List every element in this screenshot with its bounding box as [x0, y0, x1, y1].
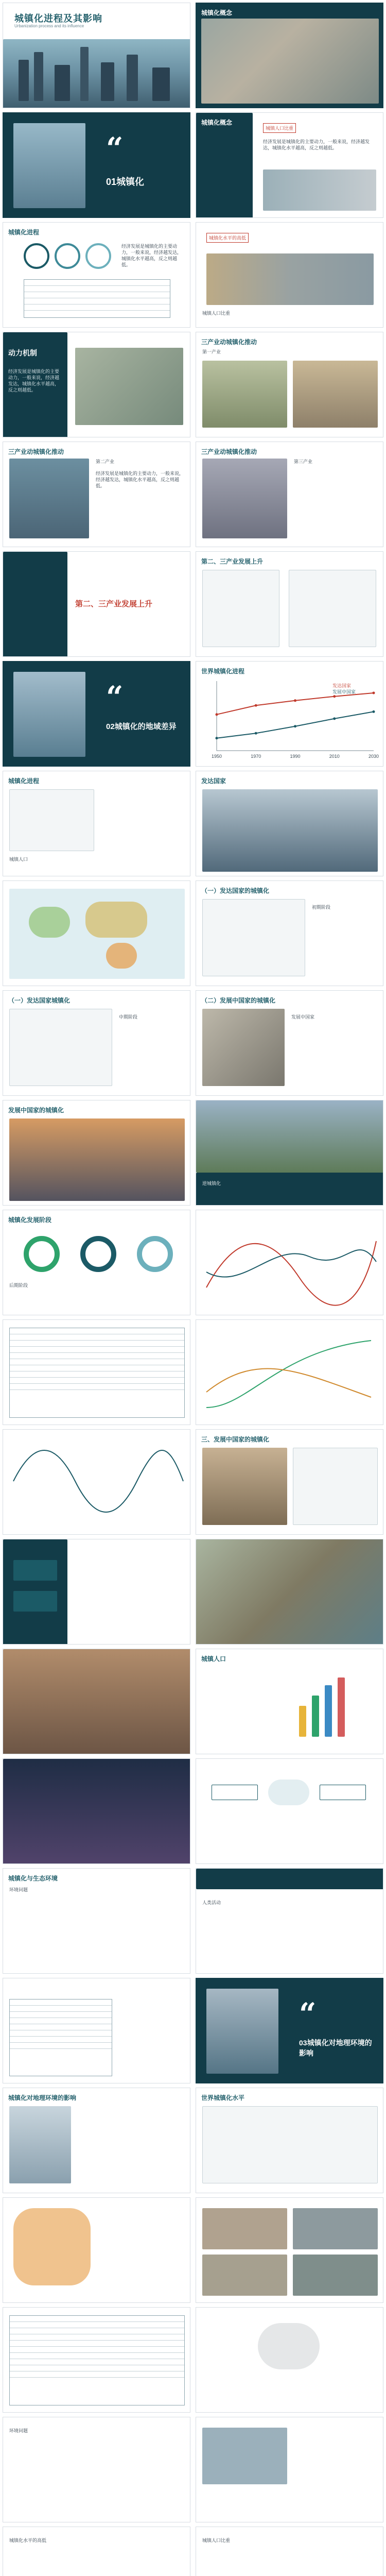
data-point — [333, 717, 336, 720]
slide-title: 三产业动城镇化推动 — [201, 338, 257, 346]
data-point — [255, 704, 257, 707]
slide-eco[interactable] — [3, 1868, 190, 1974]
slide-eco-table[interactable] — [3, 1978, 190, 2083]
comparison-table — [9, 2315, 185, 2405]
slide-concept[interactable] — [196, 112, 383, 218]
suburb-photo — [196, 1100, 383, 1173]
slide-industry-banner[interactable] — [3, 551, 190, 657]
series-line — [217, 711, 374, 738]
slide-section-02[interactable] — [3, 661, 190, 767]
text-panel — [202, 2106, 378, 2183]
slide-industry-2[interactable] — [3, 442, 190, 547]
slide-cover[interactable] — [3, 3, 190, 108]
stages-text: 后期阶段 — [9, 1283, 28, 1288]
data-point — [333, 695, 336, 698]
slide-process-2[interactable] — [3, 771, 190, 876]
highlight-box: 城镇化水平的高低 — [206, 233, 249, 243]
data-point — [373, 691, 375, 694]
legend-entry: 发展中国家 — [332, 689, 356, 694]
eco-text: 人类活动 — [202, 1900, 221, 1905]
slide-title: 城镇化进程 — [8, 777, 40, 785]
ring-chart — [137, 1236, 173, 1272]
mall-photo — [202, 459, 287, 538]
city-photo — [263, 170, 376, 211]
data-point — [216, 737, 218, 739]
flow-box — [320, 1785, 366, 1800]
slide-title: 三产业动城镇化推动 — [8, 448, 64, 455]
x-tick-label: 1990 — [290, 754, 301, 759]
data-point — [255, 732, 257, 735]
tertiary-label: 第三产业 — [294, 459, 313, 464]
x-tick-label: 2010 — [329, 754, 340, 759]
point-text: 初期阶段 — [312, 905, 331, 910]
legend-entry: 发达国家 — [332, 683, 352, 688]
industry-photo — [75, 348, 183, 425]
building-shape — [34, 52, 43, 101]
map-shape — [13, 2208, 91, 2285]
mechanism-text: 经济发展是城镇化的主要动力，一般来说，经济越发达，城镇化水平越高，反之则越低。 — [8, 369, 60, 393]
bar — [338, 1677, 345, 1737]
diagram-panel — [289, 570, 376, 647]
side-panel — [196, 113, 253, 218]
x-tick-label: 1950 — [211, 754, 222, 759]
slide-title: 世界城镇化进程 — [201, 668, 245, 675]
data-point — [216, 713, 218, 716]
flow-box — [212, 1785, 258, 1800]
flow-ellipse — [258, 2323, 320, 2369]
farm-photo — [202, 361, 287, 428]
photo — [202, 2255, 287, 2296]
continent-shape — [85, 902, 147, 938]
slide-mechanism[interactable] — [3, 332, 190, 437]
city-photo — [202, 789, 378, 872]
slide-eco-2[interactable] — [196, 1868, 383, 1974]
slide-developed-2[interactable] — [3, 990, 190, 1096]
slide-title: （一）发达国家城镇化 — [8, 997, 71, 1004]
quote-mark-icon: “ — [106, 131, 124, 166]
slide-concept-photo[interactable] — [196, 3, 383, 108]
slide-section-03[interactable] — [196, 1978, 383, 2083]
photo — [293, 2208, 378, 2249]
building-shape — [80, 47, 89, 101]
slide-developing[interactable] — [196, 990, 383, 1096]
night-photo — [3, 1759, 190, 1864]
section-title: 01城镇化 — [106, 177, 145, 187]
slide-trend[interactable] — [196, 1319, 383, 1425]
section-title: 02城镇化的地域差异 — [106, 722, 177, 731]
header-panel — [196, 1869, 383, 1889]
photo — [202, 2428, 287, 2484]
cover-title: 城镇化进程及其影响 — [14, 13, 102, 24]
chart-panel — [9, 789, 94, 851]
slide-industry-3[interactable] — [196, 442, 383, 547]
photo — [202, 2208, 287, 2249]
city-photo — [202, 1009, 285, 1086]
caption-panel — [196, 1173, 383, 1206]
flow-ellipse — [268, 1780, 309, 1805]
bar — [325, 1685, 332, 1737]
ring-chart — [80, 1236, 116, 1272]
slide-world-chart[interactable] — [196, 661, 383, 767]
bar — [312, 1696, 319, 1737]
building-shape — [127, 55, 138, 101]
slide-bar-chart[interactable] — [196, 1649, 383, 1754]
city-night-photo — [9, 1118, 185, 1201]
process-text: 经济发展是城镇化的主要动力，一般来说，经济越发达，城镇化水平越高，反之则越低。 — [121, 244, 182, 268]
wave-diagram — [3, 1430, 190, 1535]
series-line — [217, 693, 374, 715]
slide-industry-chart[interactable] — [196, 551, 383, 657]
slide-level[interactable] — [196, 2088, 383, 2193]
eco-text: 环境问题 — [9, 1887, 28, 1892]
slide-title: （二）发展中国家的城镇化 — [201, 997, 276, 1004]
slide-problems-photo[interactable] — [196, 2417, 383, 2522]
slide-title: 城镇人口 — [201, 1655, 226, 1663]
slide-developed[interactable] — [196, 880, 383, 986]
bar — [299, 1706, 306, 1737]
building-shape — [101, 62, 114, 101]
skyline-photo — [13, 672, 85, 757]
caption: 城镇人口比重 — [202, 311, 231, 316]
slide-summary-2[interactable] — [196, 2527, 383, 2576]
slide-industry-1[interactable] — [196, 332, 383, 437]
slide-photos-grid[interactable] — [196, 2197, 383, 2303]
slide-title: （一）发达国家的城镇化 — [201, 887, 270, 894]
slide-impact[interactable] — [3, 2088, 190, 2193]
trend-diagram — [196, 1320, 383, 1425]
slide-market[interactable] — [3, 1649, 190, 1754]
definition-box: 城镇人口比重 — [263, 123, 296, 133]
chart-panel — [202, 899, 305, 976]
side-panel — [3, 552, 67, 657]
stage-circle — [24, 243, 49, 269]
continent-shape — [29, 907, 70, 938]
world-urbanization-chart — [196, 676, 383, 766]
slide-stages[interactable] — [3, 1210, 190, 1315]
data-point — [294, 725, 296, 727]
slide-title: 城镇化发展阶段 — [8, 1216, 52, 1224]
ring-chart — [24, 1236, 60, 1272]
slide-night-city[interactable] — [3, 1758, 190, 1864]
slide-wave[interactable] — [3, 1429, 190, 1535]
slide-curve[interactable] — [196, 1210, 383, 1315]
slide-grid-table[interactable] — [3, 2307, 190, 2413]
quote-mark-icon: “ — [299, 1996, 317, 2031]
slide-china-map[interactable] — [3, 2197, 190, 2303]
cover-subtitle: Urbanization process and its influence — [14, 24, 84, 28]
slide-title: 城镇化与生态环境 — [8, 1875, 58, 1882]
counter-label: 逆城镇化 — [202, 1181, 221, 1186]
building-shape — [19, 60, 29, 101]
x-tick-label: 2030 — [368, 754, 379, 759]
photo — [293, 2255, 378, 2296]
industry-text: 经济发展是城镇化的主要动力，一般来说，经济越发达，城镇化水平越高，反之则越低。 — [96, 471, 184, 489]
sine-diagram — [196, 1210, 383, 1315]
summary-text: 城镇化水平的高低 — [9, 2538, 47, 2543]
building-shape — [152, 67, 170, 101]
slide-table[interactable] — [3, 1319, 190, 1425]
slide-title: 三、发展中国家的城镇化 — [201, 1436, 270, 1443]
chart-panel — [293, 1448, 378, 1525]
street-photo — [3, 1649, 190, 1754]
favela-photo — [196, 1539, 383, 1645]
slide-title: 第二、三产业发展上升 — [201, 558, 264, 565]
slide-counter[interactable] — [196, 1100, 383, 1206]
slide-impact-flow[interactable] — [196, 1758, 383, 1864]
skyline-photo — [13, 123, 85, 208]
label-card — [13, 1560, 57, 1581]
mechanism-heading: 动力机制 — [8, 349, 37, 357]
definition-text: 经济发展是城镇化的主要动力，一般来说，经济越发达，城镇化水平越高，反之则越低。 — [263, 139, 370, 151]
section-title: 03城镇化对地理环境的影响 — [299, 2039, 372, 2057]
stage-circle — [55, 243, 80, 269]
slide-title: 城镇化对地理环境的影响 — [8, 2094, 77, 2102]
point-text: 发展中国家 — [291, 1014, 315, 1020]
slide-flow-2[interactable] — [196, 2307, 383, 2413]
factory-photo — [9, 459, 89, 538]
data-point — [294, 699, 296, 702]
point-text: 中期阶段 — [119, 1014, 138, 1020]
slide-summary[interactable] — [3, 2527, 190, 2576]
slide-title: 发展中国家的城镇化 — [8, 1107, 64, 1114]
stage-circle — [85, 243, 111, 269]
city-photo — [206, 253, 374, 305]
banner-title: 第二、三产业发展上升 — [75, 600, 153, 608]
diagram-panel — [202, 570, 279, 647]
slide-section-01[interactable] — [3, 112, 190, 218]
slide-highlights[interactable] — [3, 1539, 190, 1645]
continent-shape — [106, 943, 137, 969]
slide-concept-2[interactable] — [196, 222, 383, 328]
label-card — [13, 1591, 57, 1612]
x-tick-label: 1970 — [251, 754, 261, 759]
cloud-photo — [9, 2106, 71, 2183]
crowd-photo — [293, 361, 378, 428]
slide-process[interactable] — [3, 222, 190, 328]
slide-title: 世界城镇化水平 — [201, 2094, 245, 2102]
problem-text: 环境问题 — [9, 2428, 28, 2433]
data-table — [24, 279, 170, 318]
slum-photo — [202, 1448, 287, 1525]
slide-title: 城镇化概念 — [201, 9, 233, 16]
data-point — [373, 710, 375, 713]
slide-title: 发达国家 — [201, 777, 226, 785]
slide-developing-3[interactable] — [196, 1429, 383, 1535]
city-photo — [201, 19, 379, 104]
eco-table — [9, 1999, 112, 2076]
caption: 城镇人口 — [9, 857, 28, 862]
chart-panel — [9, 1009, 112, 1086]
slide-skyline[interactable] — [196, 771, 383, 876]
quote-mark-icon: “ — [106, 680, 124, 715]
slide-title: 三产业动城镇化推动 — [201, 448, 257, 455]
skyline-photo — [206, 1989, 278, 2074]
secondary-label: 第二产业 — [96, 459, 115, 464]
slide-favela[interactable] — [196, 1539, 383, 1645]
slide-title: 城镇化概念 — [201, 119, 233, 126]
slide-map[interactable] — [3, 880, 190, 986]
slide-developing-2[interactable] — [3, 1100, 190, 1206]
primary-label: 第一产业 — [202, 349, 221, 354]
stages-table — [9, 1328, 185, 1418]
building-shape — [55, 65, 70, 101]
summary-text: 城镇人口比重 — [202, 2538, 231, 2543]
slide-title: 城镇化进程 — [8, 229, 40, 236]
slide-problems[interactable] — [3, 2417, 190, 2522]
